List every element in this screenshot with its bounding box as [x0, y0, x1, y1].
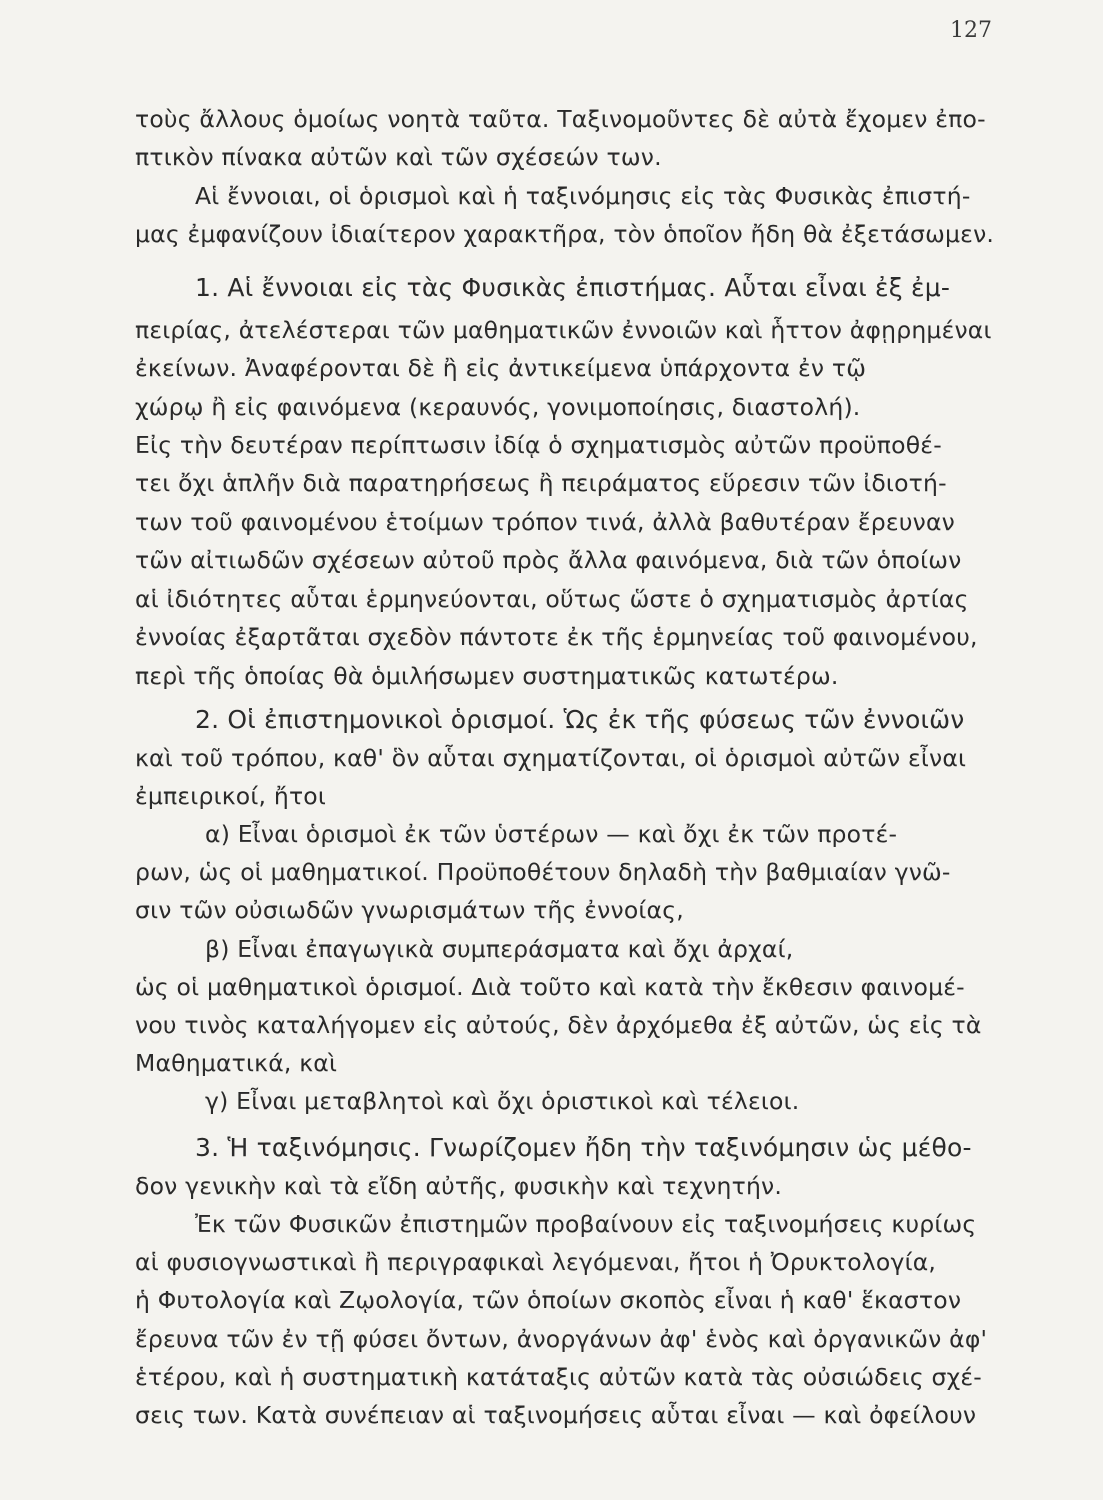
text-line: αἱ φυσιογνωστικαὶ ἢ περιγραφικαὶ λεγόμεναι, ἤτοι ἡ Ὀρυκτολογία, — [135, 1248, 937, 1276]
text-line: σιν τῶν οὐσιωδῶν γνωρισμάτων τῆς ἐννοίας, — [135, 896, 684, 924]
text-line: νου τινὸς καταλήγομεν εἰς αὐτούς, δὲν ἀρχόμεθα ἐξ αὐτῶν, ὡς εἰς τὰ — [135, 1011, 982, 1039]
text-line: μας ἐμφανίζουν ἰδιαίτερον χαρακτῆρα, τὸν ὁποῖον ἤδη θὰ ἐξετάσωμεν. — [135, 220, 995, 248]
text-line: Αἱ ἔννοιαι, οἱ ὁρισμοὶ καὶ ἡ ταξινόμησις εἰς τὰς Φυσικὰς ἐπιστή- — [195, 182, 971, 210]
text-line: αἱ ἰδιότητες αὗται ἑρμηνεύονται, οὕτως ὥστε ὁ σχηματισμὸς ἀρτίας — [135, 585, 969, 613]
text-line: Εἰς τὴν δευτέραν περίπτωσιν ἰδίᾳ ὁ σχηματισμὸς αὐτῶν προϋποθέ- — [135, 431, 942, 459]
text-line: τοὺς ἄλλους ὁμοίως νοητὰ ταῦτα. Ταξινομοῦντες δὲ αὐτὰ ἔχομεν ἐπο- — [135, 105, 986, 133]
text-line: δον γενικὴν καὶ τὰ εἴδη αὐτῆς, φυσικὴν καὶ τεχνητήν. — [135, 1172, 783, 1200]
text-line: ἡ Φυτολογία καὶ Ζῳολογία, τῶν ὁποίων σκοπὸς εἶναι ἡ καθ' ἕκαστον — [135, 1286, 962, 1314]
text-line: πειρίας, ἀτελέστεραι τῶν μαθηματικῶν ἐννοιῶν καὶ ἧττον ἀφῃρημέναι — [135, 316, 992, 344]
text-line: περὶ τῆς ὁποίας θὰ ὁμιλήσωμεν συστηματικῶς κατωτέρω. — [135, 662, 839, 690]
text-line: ἔρευνα τῶν ἐν τῇ φύσει ὄντων, ἀνοργάνων ἀφ' ἑνὸς καὶ ὀργανικῶν ἀφ' — [135, 1325, 988, 1353]
text-line: ρων, ὡς οἱ μαθηματικοί. Προϋποθέτουν δηλαδὴ τὴν βαθμιαίαν γνῶ- — [135, 858, 951, 886]
text-line: πτικὸν πίνακα αὐτῶν καὶ τῶν σχέσεών των. — [135, 143, 662, 171]
text-line: τῶν αἰτιωδῶν σχέσεων αὐτοῦ πρὸς ἄλλα φαινόμενα, διὰ τῶν ὁποίων — [135, 546, 962, 574]
page-number: 127 — [950, 18, 992, 43]
text-line: ἐμπειρικοί, ἤτοι — [135, 782, 327, 810]
text-line: καὶ τοῦ τρόπου, καθ' ὃν αὗται σχηματίζονται, οἱ ὁρισμοὶ αὐτῶν εἶναι — [135, 744, 967, 772]
text-line: ἐκείνων. Ἀναφέρονται δὲ ἢ εἰς ἀντικείμενα ὑπάρχοντα ἐν τῷ — [135, 354, 867, 382]
text-line: ἑτέρου, καὶ ἡ συστηματικὴ κατάταξις αὐτῶν κατὰ τὰς οὐσιώδεις σχέ- — [135, 1363, 982, 1391]
section-heading-3: 3. Ἡ ταξινόμησις. Γνωρίζομεν ἤδη τὴν ταξινόμησιν ὡς μέθο- — [195, 1133, 972, 1162]
text-line: χώρῳ ἢ εἰς φαινόμενα (κεραυνός, γονιμοποίησις, διαστολή). — [135, 393, 861, 421]
section-heading-2: 2. Οἱ ἐπιστημονικοὶ ὁρισμοί. Ὡς ἐκ τῆς φύσεως τῶν ἐννοιῶν — [195, 705, 965, 734]
section-heading-1: 1. Αἱ ἔννοιαι εἰς τὰς Φυσικὰς ἐπιστήμας. Αὗται εἶναι ἐξ ἐμ- — [195, 273, 951, 302]
text-line: των τοῦ φαινομένου ἑτοίμων τρόπον τινά, ἀλλὰ βαθυτέραν ἔρευναν — [135, 508, 955, 536]
list-item-b: β) Εἶναι ἐπαγωγικὰ συμπεράσματα καὶ ὄχι ἀρχαί, — [205, 935, 794, 963]
list-item-a: α) Εἶναι ὁρισμοὶ ἐκ τῶν ὑστέρων — καὶ ὄχι ἐκ τῶν προτέ- — [205, 820, 898, 848]
list-item-c: γ) Εἶναι μεταβλητοὶ καὶ ὄχι ὁριστικοὶ καὶ τέλειοι. — [205, 1087, 800, 1115]
text-line: Ἐκ τῶν Φυσικῶν ἐπιστημῶν προβαίνουν εἰς ταξινομήσεις κυρίως — [195, 1210, 977, 1238]
text-line: ἐννοίας ἐξαρτᾶται σχεδὸν πάντοτε ἐκ τῆς ἑρμηνείας τοῦ φαινομένου, — [135, 623, 978, 651]
text-line: τει ὄχι ἁπλῆν διὰ παρατηρήσεως ἢ πειράματος εὕρεσιν τῶν ἰδιοτή- — [135, 469, 947, 497]
text-line: ὡς οἱ μαθηματικοὶ ὁρισμοί. Διὰ τοῦτο καὶ κατὰ τὴν ἔκθεσιν φαινομέ- — [135, 973, 965, 1001]
text-line: Μαθηματικά, καὶ — [135, 1049, 338, 1077]
text-line: σεις των. Κατὰ συνέπειαν αἱ ταξινομήσεις αὗται εἶναι — καὶ ὀφείλουν — [135, 1401, 977, 1429]
